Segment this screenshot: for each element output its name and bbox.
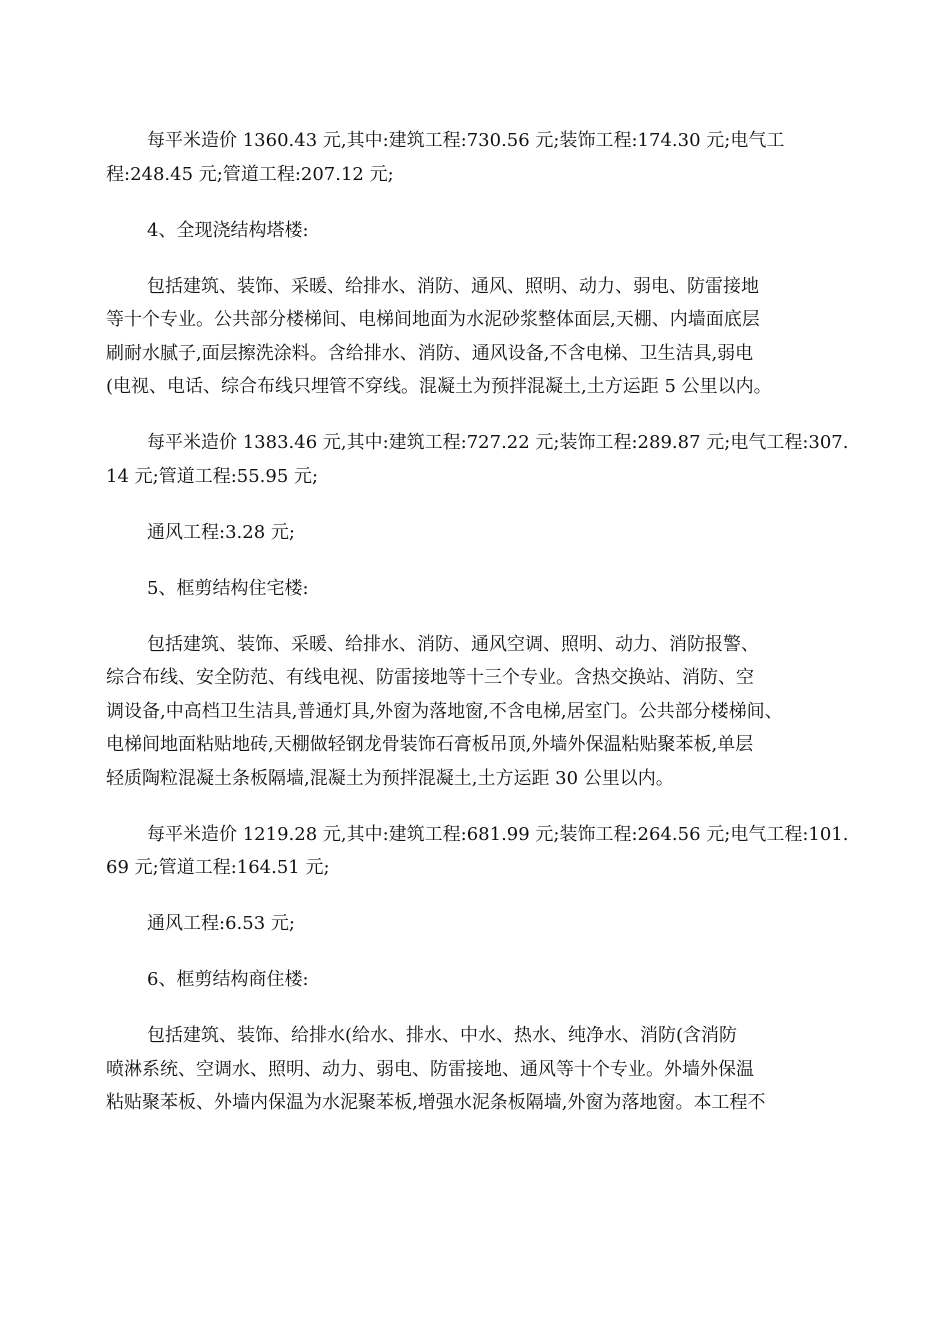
text-line: 粘贴聚苯板、外墙内保温为水泥聚苯板,增强水泥条板隔墙,外窗为落地窗。本工程不 [106,1092,766,1113]
text-line: 轻质陶粒混凝土条板隔墙,混凝土为预拌混凝土,土方运距 30 公里以内。 [106,767,674,789]
paragraph [106,124,851,191]
text-line: 14 元;管道工程:55.95 元; [106,465,319,487]
text-line: 包括建筑、装饰、采暖、给排水、消防、通风、照明、动力、弱电、防雷接地 [147,275,759,297]
paragraph [106,628,851,796]
text-line: 调设备,中高档卫生洁具,普通灯具,外窗为落地窗,不含电梯,居室门。公共部分楼梯间、 [106,700,783,722]
text-line: 喷淋系统、空调水、照明、动力、弱电、防雷接地、通风等十个专业。外墙外保温 [106,1058,754,1080]
paragraph [106,426,851,493]
paragraph [106,214,851,248]
paragraph [106,963,851,997]
text-line: 6、框剪结构商住楼: [147,969,309,990]
paragraph [106,818,851,885]
paragraph [106,907,851,941]
document-body [106,124,851,1142]
text-line: 4、全现浇结构塔楼: [147,219,309,241]
paragraph [106,516,851,550]
text-line: 等十个专业。公共部分楼梯间、电梯间地面为水泥砂浆整体面层,天棚、内墙面底层 [106,309,760,330]
text-line: 包括建筑、装饰、采暖、给排水、消防、通风空调、照明、动力、消防报警、 [147,633,759,655]
text-line: 每平米造价 1219.28 元,其中:建筑工程:681.99 元;装饰工程:264.56 元;电气工程:101. [147,823,849,845]
text-line: 5、框剪结构住宅楼: [147,577,309,599]
text-line: 通风工程:3.28 元; [147,521,295,543]
text-line: 程:248.45 元;管道工程:207.12 元; [106,163,394,185]
text-line: 每平米造价 1360.43 元,其中:建筑工程:730.56 元;装饰工程:174.30 元;电气工 [147,130,785,151]
text-line: 电梯间地面粘贴地砖,天棚做轻钢龙骨装饰石膏板吊顶,外墙外保温粘贴聚苯板,单层 [106,734,754,755]
text-line: 刷耐水腻子,面层擦洗涂料。含给排水、消防、通风设备,不含电梯、卫生洁具,弱电 [106,342,754,364]
text-line: 包括建筑、装饰、给排水(给水、排水、中水、热水、纯净水、消防(含消防 [147,1025,738,1046]
text-line: 每平米造价 1383.46 元,其中:建筑工程:727.22 元;装饰工程:289.87 元;电气工程:307. [147,432,849,453]
paragraph [106,572,851,606]
paragraph [106,270,851,404]
text-line: 69 元;管道工程:164.51 元; [106,857,330,878]
text-line: 综合布线、安全防范、有线电视、防雷接地等十三个专业。含热交换站、消防、空 [106,667,754,688]
paragraph [106,1019,851,1120]
text-line: 通风工程:6.53 元; [147,913,295,934]
text-line: (电视、电话、综合布线只埋管不穿线。混凝土为预拌混凝土,土方运距 5 公里以内。 [106,376,772,397]
